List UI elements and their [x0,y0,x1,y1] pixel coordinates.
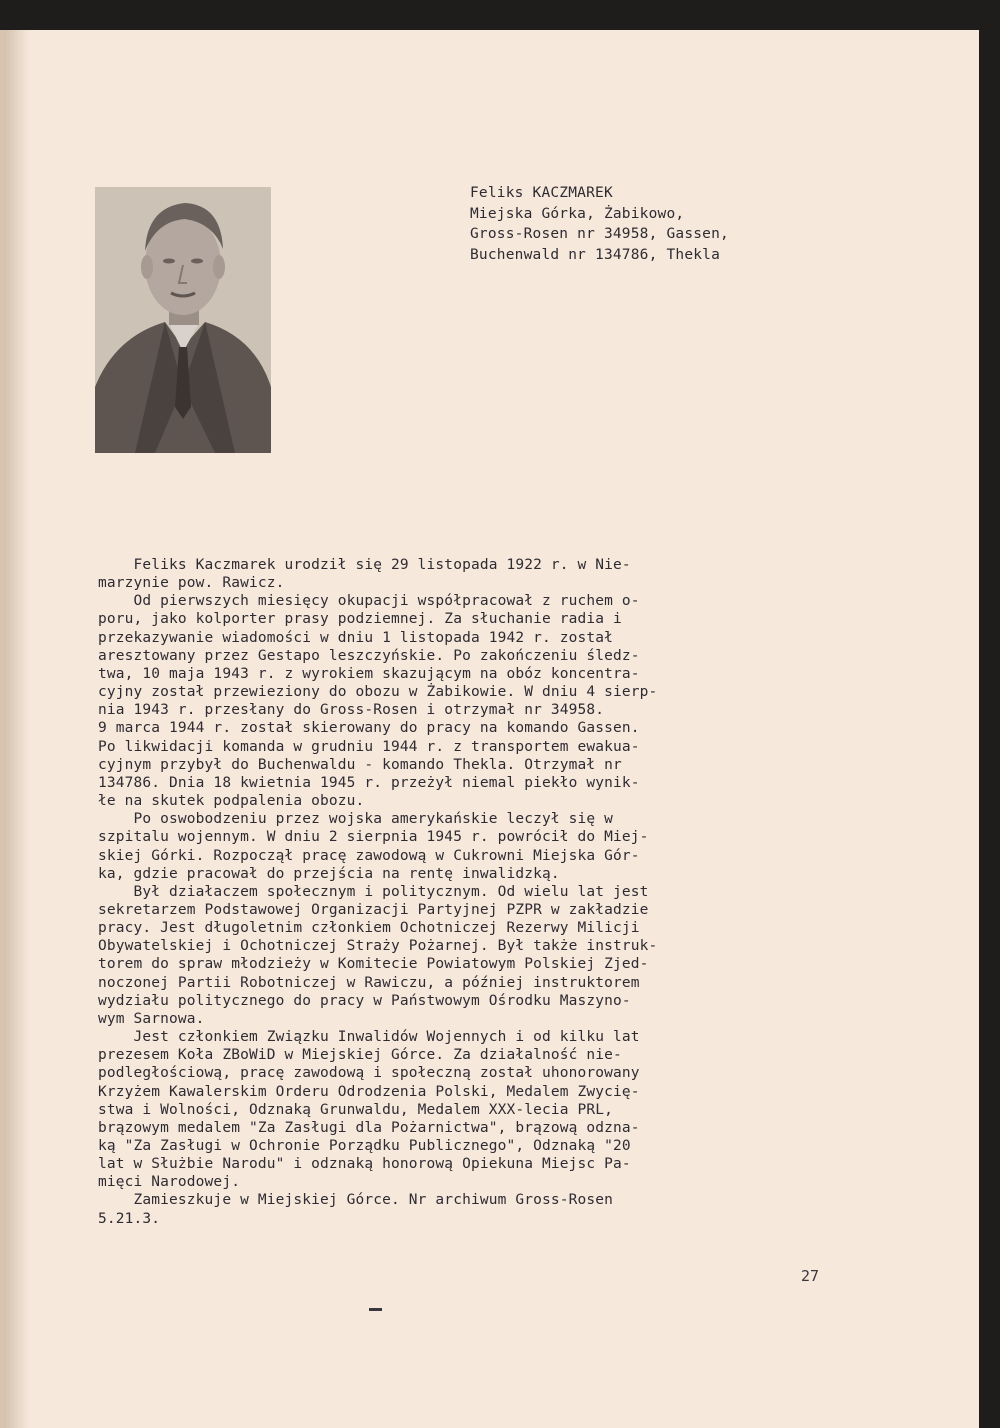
header-camp-line: Miejska Górka, Żabikowo, [470,205,685,222]
text-line: podległościową, pracę zawodową i społeczną został uhonorowany [98,1065,640,1082]
text-line: sekretarzem Podstawowej Organizacji Partyjnej PZPR w zakładzie [98,901,649,918]
page-number: 27 [801,1267,820,1285]
header-camp-line: Gross-Rosen nr 34958, Gassen, [470,226,729,242]
text-line: stwa i Wolności, Odznaką Grunwaldu, Medalem XXX-lecia PRL, [98,1101,614,1118]
text-line: aresztowany przez Gestapo leszczyńskie. Po zakończeniu śledz- [98,647,640,664]
text-line: Feliks Kaczmarek urodził się 29 listopada 1922 r. w Nie- [98,557,631,573]
scan-top-border [0,0,1000,30]
portrait-photo [95,187,271,453]
text-line: Obywatelskiej i Ochotniczej Straży Pożarnej. Był także instruk- [98,938,658,955]
text-line: ką "Za Zasługi w Ochronie Porządku Publicznego", Odznaką "20 [98,1138,631,1154]
text-line: przekazywanie wiadomości w dniu 1 listopada 1942 r. został [98,629,614,646]
biography-text [98,556,858,1228]
text-line: wydziału politycznego do pracy w Państwowym Ośrodku Maszyno- [98,992,631,1009]
text-line: brązowym medalem "Za Zasługi dla Pożarnictwa", brązową odzna- [98,1119,640,1136]
footer-dash [369,1308,382,1311]
text-line: noczonej Partii Robotniczej w Rawiczu, a później instruktorem [98,974,640,991]
header-name: Feliks KACZMAREK [470,185,613,201]
header-camp-line: Buchenwald nr 134786, Thekla [470,246,721,263]
text-line: Po likwidacji komanda w grudniu 1944 r. z transportem ewakua- [98,738,640,755]
text-line: poru, jako kolporter prasy podziemnej. Za słuchanie radia i [98,611,622,628]
text-line: Jest członkiem Związku Inwalidów Wojennych i od kilku lat [98,1029,640,1046]
text-line: szpitalu wojennym. W dniu 2 sierpnia 1945 r. powrócił do Miej- [98,829,649,846]
text-line: Po oswobodzeniu przez wojska amerykańskie leczył się w [98,811,614,828]
text-line: 134786. Dnia 18 kwietnia 1945 r. przeżył niemal piekło wynik- [98,774,640,791]
text-line: łe na skutek podpalenia obozu. [98,793,365,810]
text-line: ka, gdzie pracował do przejścia na rentę inwalidzką. [98,865,560,882]
text-line: 9 marca 1944 r. został skierowany do pracy na komando Gassen. [98,720,640,737]
text-line: lat w Służbie Narodu" i odznaką honorową Opiekuna Miejsc Pa- [98,1156,631,1173]
text-line: Zamieszkuje w Miejskiej Górce. Nr archiwum Gross-Rosen [98,1192,614,1209]
text-line: pracy. Jest długoletnim członkiem Ochotniczej Rezerwy Milicji [98,920,640,937]
text-line: twa, 10 maja 1943 r. z wyrokiem skazującym na obóz koncentra- [98,665,640,682]
text-line: torem do spraw młodzieży w Komitecie Powiatowym Polskiej Zjed- [98,956,649,973]
text-line: Od pierwszych miesięcy okupacji współpracował z ruchem o- [98,593,640,610]
text-line: cyjny został przewieziony do obozu w Żabikowie. W dniu 4 sierp- [98,684,658,701]
text-line: Krzyżem Kawalerskim Orderu Odrodzenia Polski, Medalem Zwycię- [98,1083,640,1100]
text-line: 5.21.3. [98,1210,161,1227]
text-line: wym Sarnowa. [98,1010,205,1027]
text-line: skiej Górki. Rozpoczął pracę zawodową w Cukrowni Miejska Gór- [98,847,640,864]
text-line: Był działaczem społecznym i politycznym. Od wielu lat jest [98,883,649,900]
text-line: prezesem Koła ZBoWiD w Miejskiej Górce. Za działalność nie- [98,1047,622,1064]
text-line: mięci Narodowej. [98,1174,241,1191]
text-line: marzynie pow. Rawicz. [98,575,285,592]
biography-header [470,183,890,265]
text-line: cyjnym przybył do Buchenwaldu - komando Thekla. Otrzymał nr [98,756,622,773]
text-line: nia 1943 r. przesłany do Gross-Rosen i otrzymał nr 34958. [98,702,605,719]
